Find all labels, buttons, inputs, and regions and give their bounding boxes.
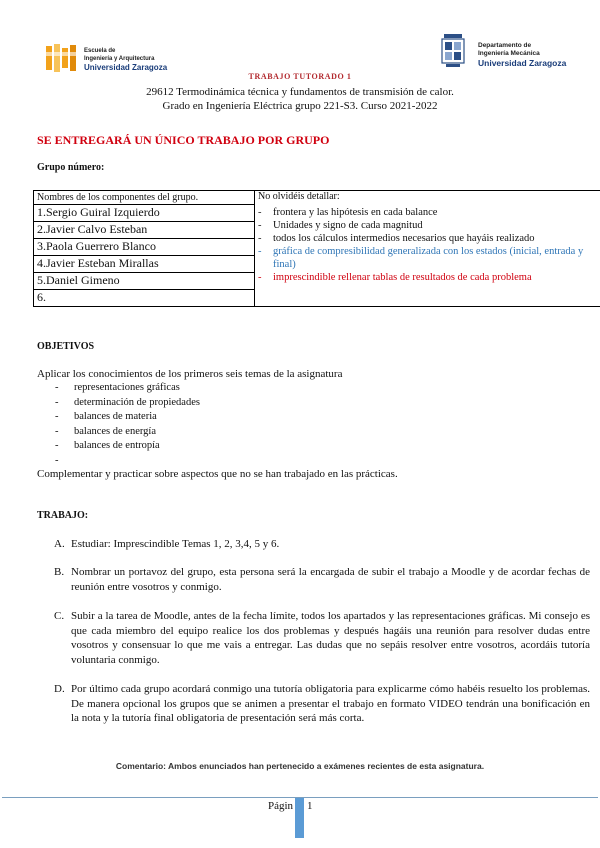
page-number: 1 (307, 800, 313, 812)
eina-logo-mark-icon (44, 42, 78, 76)
task-label: C. (54, 610, 65, 622)
member-cell: 2.Javier Calvo Esteban (34, 222, 255, 239)
member-cell: 1.Sergio Guiral Izquierdo (34, 205, 255, 222)
member-cell: 4.Javier Esteban Mirallas (34, 256, 255, 273)
checklist (258, 206, 598, 284)
task-item (54, 537, 590, 552)
university-crest-icon (440, 34, 466, 68)
members-header-cell: Nombres de los componentes del grupo. (34, 191, 255, 205)
checklist-item-highlight: - gráfica de compresibilidad generalizada con los estados (inicial, entrada y final) (258, 245, 598, 271)
member-cell: 5.Daniel Gimeno (34, 273, 255, 290)
objetivos-heading: OBJETIVOS (37, 341, 95, 352)
degree-line: Grado en Ingeniería Eléctrica grupo 221-S3. Curso 2021-2022 (162, 100, 438, 112)
course-line: 29612 Termodinámica técnica y fundamentos de transmisión de calor. (146, 86, 454, 98)
dept-logo-line3: Universidad Zaragoza (478, 58, 567, 68)
objetivo-item: - balances de entropía (52, 439, 200, 454)
task-text: Subir a la tarea de Moodle, antes de la fecha límite, todos los apartados y las representaciones gráficas. Mi consejo es que cada miembro del equipo realice los dos problemas y después hagáis una reunión para resolver dudas entre vosotros y consensuar lo que me vais a entregar. Las dudas que no sepáis resolver entre vosotros, acordáis tutoría voluntaria conmigo. (71, 610, 590, 666)
task-text: Nombrar un portavoz del grupo, esta persona será la encargada de subir el trabajo a Moodle y de acordar fechas de reunión entre vosotros y conmigo. (71, 566, 590, 593)
task-text: Estudiar: Imprescindible Temas 1, 2, 3,4, 5 y 6. (71, 538, 280, 550)
footer-page-bar (295, 798, 304, 838)
trabajo-heading: TRABAJO: (37, 510, 89, 521)
member-cell: 3.Paola Guerrero Blanco (34, 239, 255, 256)
task-label: B. (54, 566, 65, 578)
objetivo-item: - balances de materia (52, 410, 200, 425)
checklist-cell (255, 191, 600, 307)
checklist-item-required: - imprescindible rellenar tablas de resultados de cada problema (258, 271, 598, 284)
task-item (54, 682, 590, 726)
eina-logo-line3: Universidad Zaragoza (84, 63, 168, 72)
document-title: TRABAJO TUTORADO 1 (248, 72, 352, 81)
objetivos-outro: Complementar y practicar sobre aspectos que no se han trabajado en las prácticas. (37, 468, 398, 480)
task-item (54, 609, 590, 667)
objetivo-item: - balances de energía (52, 425, 200, 440)
checklist-item: - Unidades y signo de cada magnitud (258, 219, 598, 232)
task-item (54, 565, 590, 594)
objetivo-item (52, 454, 200, 469)
eina-logo-line1: Escuela de (84, 48, 116, 54)
dept-logo-line1: Departamento de (478, 42, 532, 49)
single-submission-notice: SE ENTREGARÁ UN ÚNICO TRABAJO POR GRUPO (37, 133, 330, 147)
dept-logo (440, 34, 580, 74)
objetivos-intro: Aplicar los conocimientos de los primeros seis temas de la asignatura (37, 368, 343, 380)
group-number-label: Grupo número: (37, 162, 105, 173)
task-text: Por último cada grupo acordará conmigo una tutoría obligatoria para explicarme cómo habéis resuelto los problemas. De manera opcional los grupos que se animen a presentar el trabajo en formato VIDEO tendrán una bonificación en la nota y la tutoría final obligatoria de presentación será más corta. (71, 683, 590, 724)
group-members-table (33, 190, 600, 307)
task-label: A. (54, 538, 65, 550)
checklist-header: No olvidéis detallar: (258, 191, 340, 202)
objetivos-list (52, 381, 200, 468)
eina-logo-line2: Ingeniería y Arquitectura (84, 55, 155, 62)
checklist-item: - frontera y las hipótesis en cada balance (258, 206, 598, 219)
page-label: Págin (268, 800, 294, 812)
objetivo-item: - determinación de propiedades (52, 396, 200, 411)
task-label: D. (54, 683, 65, 695)
member-cell: 6. (34, 290, 255, 307)
checklist-item: - todos los cálculos intermedios necesarios que hayáis realizado (258, 232, 598, 245)
dept-logo-line2: Ingeniería Mecánica (478, 50, 540, 57)
comentario-note: Comentario: Ambos enunciados han pertenecido a exámenes recientes de esta asignatura. (115, 761, 485, 771)
objetivo-item: - representaciones gráficas (52, 381, 200, 396)
